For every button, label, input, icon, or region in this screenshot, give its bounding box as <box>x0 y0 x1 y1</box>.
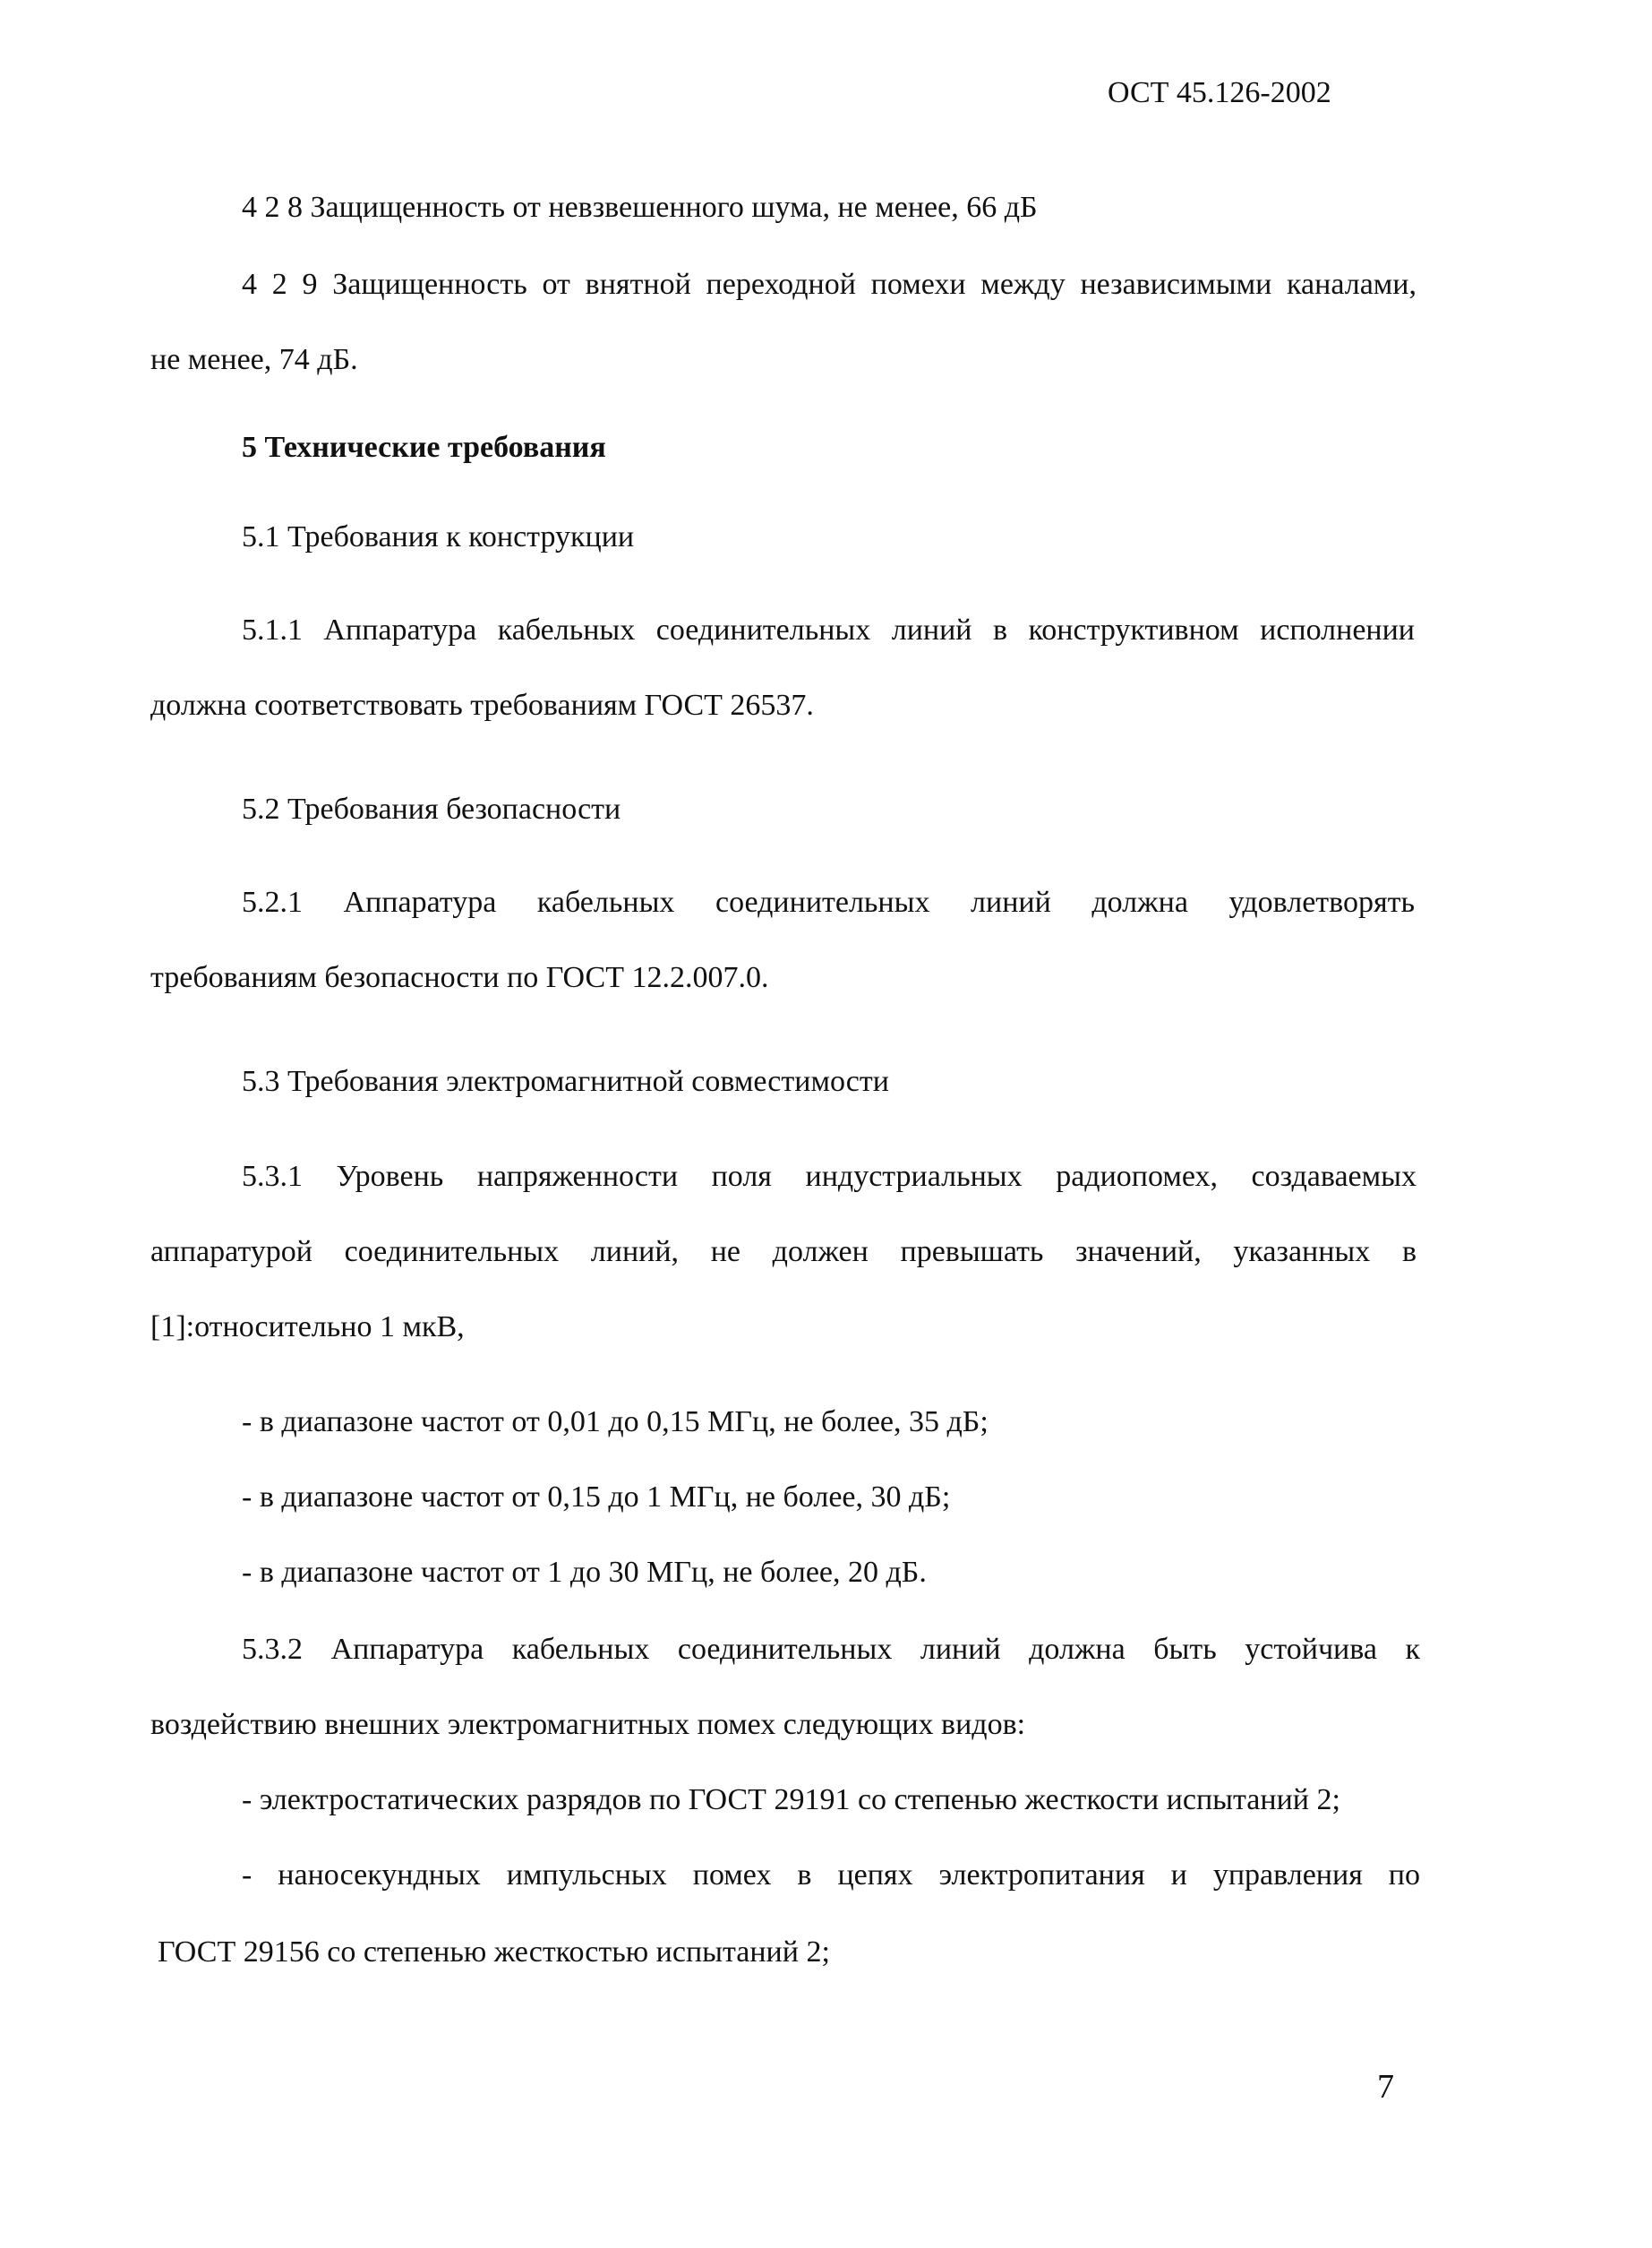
paragraph-5-3-2-line1: 5.3.2 Аппаратура кабельных соединительных линий должна быть устойчива к <box>242 1633 1420 1666</box>
subsection-5-1-title: 5.1 Требования к конструкции <box>242 520 635 553</box>
paragraph-5-3-1-line2: аппаратурой соединительных линий, не должен превышать значений, указанных в <box>150 1235 1417 1268</box>
paragraph-5-2-1-line2: требованиям безопасности по ГОСТ 12.2.007.0. <box>150 961 769 994</box>
document-code-header: ОСТ 45.126-2002 <box>1108 76 1331 109</box>
subsection-5-2-title: 5.2 Требования безопасности <box>242 793 621 826</box>
bullet-frequency-range-2: - в диапазоне частот от 0,15 до 1 МГц, не более, 30 дБ; <box>242 1480 951 1514</box>
paragraph-4-2-9-line2: не менее, 74 дБ. <box>150 343 358 376</box>
paragraph-4-2-9-line1: 4 2 9 Защищенность от внятной переходной помехи между независимыми каналами, <box>242 268 1417 301</box>
section-5-title: 5 Технические требования <box>242 431 606 464</box>
bullet-nanosecond-pulse-line2: ГОСТ 29156 со степенью жесткостью испытаний 2; <box>158 1935 830 1969</box>
paragraph-5-1-1-line1: 5.1.1 Аппаратура кабельных соединительных линий в конструктивном исполнении <box>242 613 1415 647</box>
bullet-nanosecond-pulse-line1: - наносекундных импульсных помех в цепях электропитания и управления по <box>242 1858 1420 1892</box>
bullet-electrostatic-discharge: - электростатических разрядов по ГОСТ 29191 со степенью жесткости испытаний 2; <box>242 1783 1340 1816</box>
page-number: 7 <box>1377 2068 1394 2106</box>
paragraph-4-2-8: 4 2 8 Защищенность от невзвешенного шума, не менее, 66 дБ <box>242 191 1038 224</box>
paragraph-5-3-2-line2: воздействию внешних электромагнитных помех следующих видов: <box>150 1708 1026 1741</box>
paragraph-5-1-1-line2: должна соответствовать требованиям ГОСТ 26537. <box>150 689 814 722</box>
bullet-frequency-range-1: - в диапазоне частот от 0,01 до 0,15 МГц, не более, 35 дБ; <box>242 1405 989 1438</box>
paragraph-5-3-1-line1: 5.3.1 Уровень напряженности поля индустриальных радиопомех, создаваемых <box>242 1160 1417 1193</box>
subsection-5-3-title: 5.3 Требования электромагнитной совместимости <box>242 1065 889 1098</box>
paragraph-5-3-1-line3: [1]:относительно 1 мкВ, <box>150 1310 465 1343</box>
bullet-frequency-range-3: - в диапазоне частот от 1 до 30 МГц, не более, 20 дБ. <box>242 1556 927 1589</box>
paragraph-5-2-1-line1: 5.2.1 Аппаратура кабельных соединительных линий должна удовлетворять <box>242 886 1415 919</box>
